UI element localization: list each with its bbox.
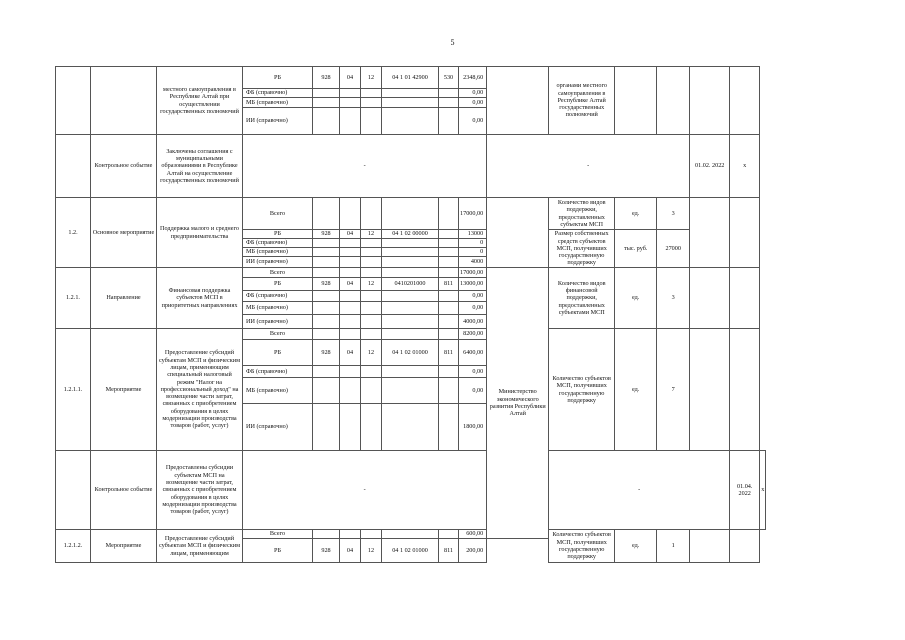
cell-date [690, 530, 730, 563]
cell-num [56, 451, 91, 530]
cell-sum: 0 [459, 248, 487, 257]
cell-mark [730, 67, 760, 135]
cell-name: местного самоуправления в Республике Алтай при осуществлении государственных полномочий [157, 67, 243, 135]
cell-fund: РБ [243, 340, 313, 366]
cell-executor: Министерство экономического развития Республики Алтай [487, 268, 549, 539]
cell-sum: 0,00 [459, 291, 487, 302]
cell-sum: 6400,00 [459, 340, 487, 366]
cell-pr: 12 [361, 278, 382, 291]
table-row [56, 268, 766, 278]
cell-sum: 8200,00 [459, 329, 487, 340]
table-row [56, 67, 766, 89]
cell-fund: ФБ (справочно) [243, 89, 313, 98]
cell-date: 01.02. 2022 [690, 135, 730, 198]
cell-finance-dash: - [243, 451, 487, 530]
cell-csr: 04 1 02 00000 [382, 230, 439, 239]
cell-fund: РБ [243, 67, 313, 89]
cell-fund: МБ (справочно) [243, 98, 313, 108]
cell-sum: 600,00 [459, 530, 487, 539]
cell-vr: 530 [439, 67, 459, 89]
cell-mark [730, 329, 760, 451]
cell-unit: ед. [615, 198, 657, 230]
cell-mark: х [760, 451, 766, 530]
cell-csr: 04 1 01 42900 [382, 67, 439, 89]
cell-date [690, 268, 730, 329]
cell-sum: 0,00 [459, 89, 487, 98]
cell-sum: 4000 [459, 257, 487, 268]
cell-fund: МБ (справочно) [243, 302, 313, 315]
cell-rz: 04 [340, 67, 361, 89]
page-number: 5 [450, 38, 455, 47]
cell-sum: 17000,00 [459, 268, 487, 278]
cell-num: 1.2. [56, 198, 91, 268]
cell-indicator: Количество видов финансовой поддержки, предоставленных субъектами МСП [549, 268, 615, 329]
cell-mark: х [730, 135, 760, 198]
cell-num: 1.2.1. [56, 268, 91, 329]
cell-indicator-dash: - [487, 135, 690, 198]
cell-num: 1.2.1.1. [56, 329, 91, 451]
cell-fund: МБ (справочно) [243, 378, 313, 404]
cell-csr: 0410201000 [382, 278, 439, 291]
cell-fund: ИИ (справочно) [243, 257, 313, 268]
table-row [56, 451, 766, 530]
cell-indicator: Размер собственных средств субъектов МСП, получивших государственную поддержку [549, 230, 615, 268]
cell-mark [730, 198, 760, 268]
cell-fund: ФБ (справочно) [243, 291, 313, 302]
cell-indicator: органами местного самоуправления в Республике Алтай государственных полномочий [549, 67, 615, 135]
table-row [56, 329, 766, 340]
cell-unit: ед. [615, 329, 657, 451]
cell-value: 27000 [657, 230, 690, 268]
cell-csr: 04 1 02 01000 [382, 539, 439, 563]
cell-name: Поддержка малого и среднего предпринимательства [157, 198, 243, 268]
cell-sum: 0,00 [459, 302, 487, 315]
cell-fund: РБ [243, 230, 313, 239]
cell-name: Предоставление субсидий субъектам МСП и физическим лицам, применяющим [157, 530, 243, 563]
cell-sum: 17000,00 [459, 198, 487, 230]
cell-vr: 811 [439, 340, 459, 366]
cell-sum: 0,00 [459, 378, 487, 404]
cell-value [657, 67, 690, 135]
cell-num [56, 135, 91, 198]
table-row [56, 530, 766, 539]
cell-fund: РБ [243, 278, 313, 291]
cell-grbs: 928 [313, 340, 340, 366]
cell-fund: ФБ (справочно) [243, 366, 313, 378]
cell-indicator: Количество субъектов МСП, получивших государственную поддержку [549, 329, 615, 451]
cell-type: Направление [91, 268, 157, 329]
cell-fund: РБ [243, 539, 313, 563]
cell-date [690, 198, 730, 268]
cell-grbs: 928 [313, 278, 340, 291]
cell-type: Мероприятие [91, 329, 157, 451]
cell-grbs: 928 [313, 539, 340, 563]
cell-type: Мероприятие [91, 530, 157, 563]
cell-sum: 0,00 [459, 108, 487, 135]
cell-date [690, 329, 730, 451]
cell-rz: 04 [340, 230, 361, 239]
cell-unit [615, 67, 657, 135]
cell-sum: 0,00 [459, 366, 487, 378]
cell-vr: 811 [439, 539, 459, 563]
cell-name: Предоставление субсидий субъектам МСП и физическим лицам, применяющим специальный налоговый режим "Налог на профессиональный доход" на возмещение части затрат, связанных с приобретением оборудования в целях модернизации производства товаров (работ, услуг) [157, 329, 243, 451]
cell-fund: Всего [243, 329, 313, 340]
cell-csr: 04 1 02 01000 [382, 340, 439, 366]
cell-rz: 04 [340, 340, 361, 366]
cell-type: Контрольное событие [91, 135, 157, 198]
cell-pr: 12 [361, 340, 382, 366]
cell-pr: 12 [361, 539, 382, 563]
cell-fund: Всего [243, 268, 313, 278]
cell-num [56, 67, 91, 135]
cell-indicator: Количество субъектов МСП, получивших государственную поддержку [549, 530, 615, 563]
cell-type: Контрольное событие [91, 451, 157, 530]
cell-indicator: Количество видов поддержки, предоставленных субъектам МСП [549, 198, 615, 230]
cell-pr: 12 [361, 67, 382, 89]
cell-sum: 0 [459, 239, 487, 248]
cell-grbs: 928 [313, 230, 340, 239]
cell-fund: ИИ (справочно) [243, 315, 313, 329]
cell-fund: Всего [243, 198, 313, 230]
cell-finance-dash: - [243, 135, 487, 198]
cell-sum: 2348,60 [459, 67, 487, 89]
cell-vr [439, 230, 459, 239]
cell-name: Финансовая поддержка субъектов МСП в приоритетных направлениях [157, 268, 243, 329]
cell-type: Основное мероприятие [91, 198, 157, 268]
cell-fund: Всего [243, 530, 313, 539]
cell-rz: 04 [340, 278, 361, 291]
table-row [56, 198, 766, 230]
cell-fund: ИИ (справочно) [243, 404, 313, 451]
cell-fund: ИИ (справочно) [243, 108, 313, 135]
cell-rz: 04 [340, 539, 361, 563]
cell-type [91, 67, 157, 135]
cell-mark [730, 530, 760, 563]
cell-sum: 1800,00 [459, 404, 487, 451]
cell-name: Заключены соглашения с муниципальными образованиями в Республике Алтай на осуществление государственных полномочий [157, 135, 243, 198]
cell-value: 7 [657, 329, 690, 451]
cell-fund: ФБ (справочно) [243, 239, 313, 248]
table-row [56, 135, 766, 198]
cell-indicator-dash: - [549, 451, 730, 530]
cell-unit: тыс. руб. [615, 230, 657, 268]
cell-sum: 0,00 [459, 98, 487, 108]
cell-name: Предоставлены субсидии субъектам МСП на возмещение части затрат, связанных с приобретением оборудования в целях модернизации производства товаров (работ, услуг) [157, 451, 243, 530]
cell-date [690, 67, 730, 135]
program-table [55, 66, 766, 563]
cell-vr: 811 [439, 278, 459, 291]
cell-sum: 13000,00 [459, 278, 487, 291]
cell-value: 3 [657, 268, 690, 329]
cell-fund: МБ (справочно) [243, 248, 313, 257]
cell-sum: 13000 [459, 230, 487, 239]
cell-unit: ед. [615, 530, 657, 563]
cell-unit: ед. [615, 268, 657, 329]
cell-sum: 4000,00 [459, 315, 487, 329]
cell-value: 1 [657, 530, 690, 563]
cell-executor [487, 67, 549, 135]
cell-executor [487, 198, 549, 268]
cell-pr: 12 [361, 230, 382, 239]
cell-mark [730, 268, 760, 329]
cell-value: 3 [657, 198, 690, 230]
measures-table [55, 66, 766, 563]
cell-num: 1.2.1.2. [56, 530, 91, 563]
cell-sum: 200,00 [459, 539, 487, 563]
cell-date: 01.04. 2022 [730, 451, 760, 530]
cell-grbs: 928 [313, 67, 340, 89]
